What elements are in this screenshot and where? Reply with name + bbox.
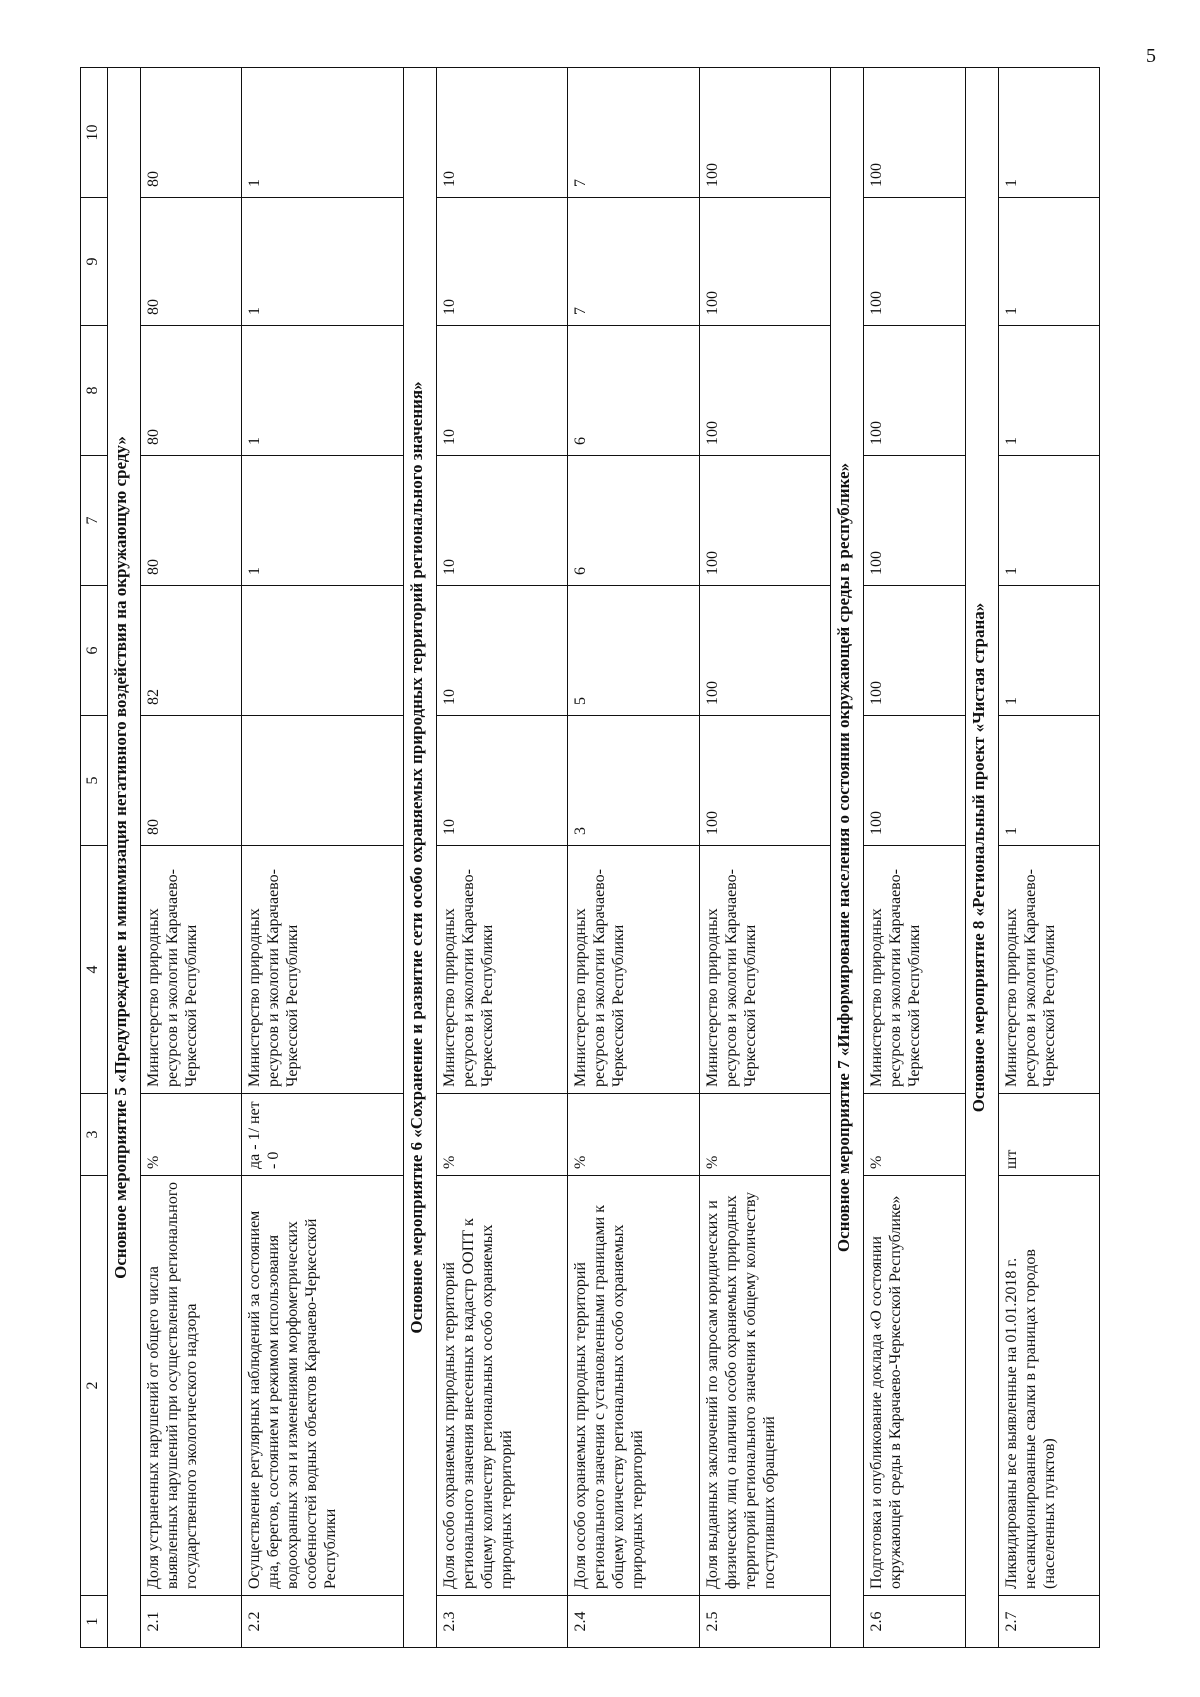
table-row — [864, 68, 965, 1648]
table-cell: % — [436, 1094, 567, 1176]
table-cell: 10 — [436, 198, 567, 326]
table-cell: 6 — [568, 326, 699, 456]
table-cell: Министерство природных ресурсов и экологии Карачаево-Черкесской Республики — [699, 846, 830, 1094]
table-cell: 3 — [568, 716, 699, 846]
column-header: 4 — [81, 846, 108, 1094]
section-row — [108, 68, 141, 1648]
column-header: 8 — [81, 326, 108, 456]
table-cell: Министерство природных ресурсов и экологии Карачаево-Черкесской Республики — [568, 846, 699, 1094]
table-cell: 100 — [864, 326, 965, 456]
table-cell: Осуществление регулярных наблюдений за состоянием дна, берегов, состоянием и режимом использования водоохранных зон и изменениями морфометрических особенностей водных объектов Карачаево-Черкесской Республики — [242, 1176, 404, 1596]
table-cell: 80 — [141, 68, 242, 198]
table-row — [568, 68, 699, 1648]
table-cell: 100 — [699, 198, 830, 326]
table-cell: 1 — [998, 198, 1099, 326]
header-row — [81, 68, 108, 1648]
table-row — [436, 68, 567, 1648]
table-cell: Министерство природных ресурсов и экологии Карачаево-Черкесской Республики — [998, 846, 1099, 1094]
table-cell: 6 — [568, 456, 699, 586]
table-cell: Доля выданных заключений по запросам юридических и физических лиц о наличии особо охраняемых природных территорий регионального значения к общему количеству поступивших обращений — [699, 1176, 830, 1596]
column-header: 5 — [81, 716, 108, 846]
table-cell: 7 — [568, 198, 699, 326]
table-cell: 100 — [699, 326, 830, 456]
table-cell: 100 — [864, 586, 965, 716]
rotated-table-wrapper — [80, 68, 1100, 1648]
table-row — [141, 68, 242, 1648]
table-cell: шт — [998, 1094, 1099, 1176]
column-header: 6 — [81, 586, 108, 716]
table-cell: 82 — [141, 586, 242, 716]
table-cell: % — [699, 1094, 830, 1176]
table-body — [108, 68, 1100, 1648]
table-cell: % — [141, 1094, 242, 1176]
table-cell: 80 — [141, 456, 242, 586]
section-title: Основное мероприятие 8 «Региональный проект «Чистая страна» — [965, 68, 998, 1648]
table-cell: 80 — [141, 716, 242, 846]
table-cell: 100 — [699, 456, 830, 586]
column-header: 7 — [81, 456, 108, 586]
table-cell: 1 — [998, 586, 1099, 716]
table-cell: 10 — [436, 326, 567, 456]
section-title: Основное мероприятие 5 «Предупреждение и минимизация негативного воздействия на окружающую среду» — [108, 68, 141, 1648]
table-cell: 2.3 — [436, 1596, 567, 1648]
table-cell: 80 — [141, 326, 242, 456]
table-cell: Доля особо охраняемых природных территорий регионального значения внесенных в кадастр ООПТ к общему количеству региональных особо охраняемых природных территорий — [436, 1176, 567, 1596]
section-title: Основное мероприятие 6 «Сохранение и развитие сети особо охраняемых природных территорий регионального значения» — [403, 68, 436, 1648]
table-cell: Доля устраненных нарушений от общего числа выявленных нарушений при осуществлении регионального государственного экологического надзора — [141, 1176, 242, 1596]
table-cell: 10 — [436, 716, 567, 846]
section-row — [403, 68, 436, 1648]
table-cell: Министерство природных ресурсов и экологии Карачаево-Черкесской Республики — [141, 846, 242, 1094]
table-cell: да - 1/ нет - 0 — [242, 1094, 404, 1176]
table-cell: Доля особо охраняемых природных территорий регионального значения с установленными границами к общему количеству региональных особо охраняемых природных территорий — [568, 1176, 699, 1596]
table-cell: 2.6 — [864, 1596, 965, 1648]
table-cell — [242, 716, 404, 846]
column-header: 1 — [81, 1596, 108, 1648]
table-cell: % — [568, 1094, 699, 1176]
table-cell: 1 — [998, 68, 1099, 198]
table-cell: 1 — [998, 716, 1099, 846]
table-cell: 10 — [436, 586, 567, 716]
column-header: 2 — [81, 1176, 108, 1596]
indicators-table — [80, 67, 1100, 1648]
table-cell: 100 — [864, 456, 965, 586]
table-cell: 10 — [436, 68, 567, 198]
table-cell: 80 — [141, 198, 242, 326]
table-cell: 10 — [436, 456, 567, 586]
table-cell: 2.1 — [141, 1596, 242, 1648]
section-row — [965, 68, 998, 1648]
table-cell: 2.7 — [998, 1596, 1099, 1648]
table-cell: 100 — [699, 68, 830, 198]
table-cell: 1 — [998, 326, 1099, 456]
table-cell: 100 — [864, 716, 965, 846]
section-title: Основное мероприятие 7 «Информирование населения о состоянии окружающей среды в республике» — [831, 68, 864, 1648]
table-cell: 1 — [998, 456, 1099, 586]
table-cell: 2.4 — [568, 1596, 699, 1648]
table-cell: Ликвидированы все выявленные на 01.01.2018 г. несанкционированные свалки в границах городов (населенных пунктов) — [998, 1176, 1099, 1596]
table-row — [699, 68, 830, 1648]
table-cell: 1 — [242, 456, 404, 586]
table-cell: 5 — [568, 586, 699, 716]
table-cell: 2.5 — [699, 1596, 830, 1648]
table-row — [998, 68, 1099, 1648]
table-cell: 1 — [242, 68, 404, 198]
table-cell: Подготовка и опубликование доклада «О состоянии окружающей среды в Карачаево-Черкесской Республике» — [864, 1176, 965, 1596]
table-cell: Министерство природных ресурсов и экологии Карачаево-Черкесской Республики — [242, 846, 404, 1094]
table-cell: 100 — [699, 716, 830, 846]
column-header: 9 — [81, 198, 108, 326]
table-cell: Министерство природных ресурсов и экологии Карачаево-Черкесской Республики — [864, 846, 965, 1094]
table-cell: 7 — [568, 68, 699, 198]
table-row — [242, 68, 404, 1648]
column-header: 10 — [81, 68, 108, 198]
table-cell: 100 — [699, 586, 830, 716]
column-header: 3 — [81, 1094, 108, 1176]
table-cell: % — [864, 1094, 965, 1176]
table-cell: 100 — [864, 68, 965, 198]
section-row — [831, 68, 864, 1648]
table-cell: 1 — [242, 198, 404, 326]
table-cell: Министерство природных ресурсов и экологии Карачаево-Черкесской Республики — [436, 846, 567, 1094]
table-cell: 1 — [242, 326, 404, 456]
table-cell: 100 — [864, 198, 965, 326]
table-cell: 2.2 — [242, 1596, 404, 1648]
table-cell — [242, 586, 404, 716]
page-number: 5 — [1146, 45, 1156, 67]
